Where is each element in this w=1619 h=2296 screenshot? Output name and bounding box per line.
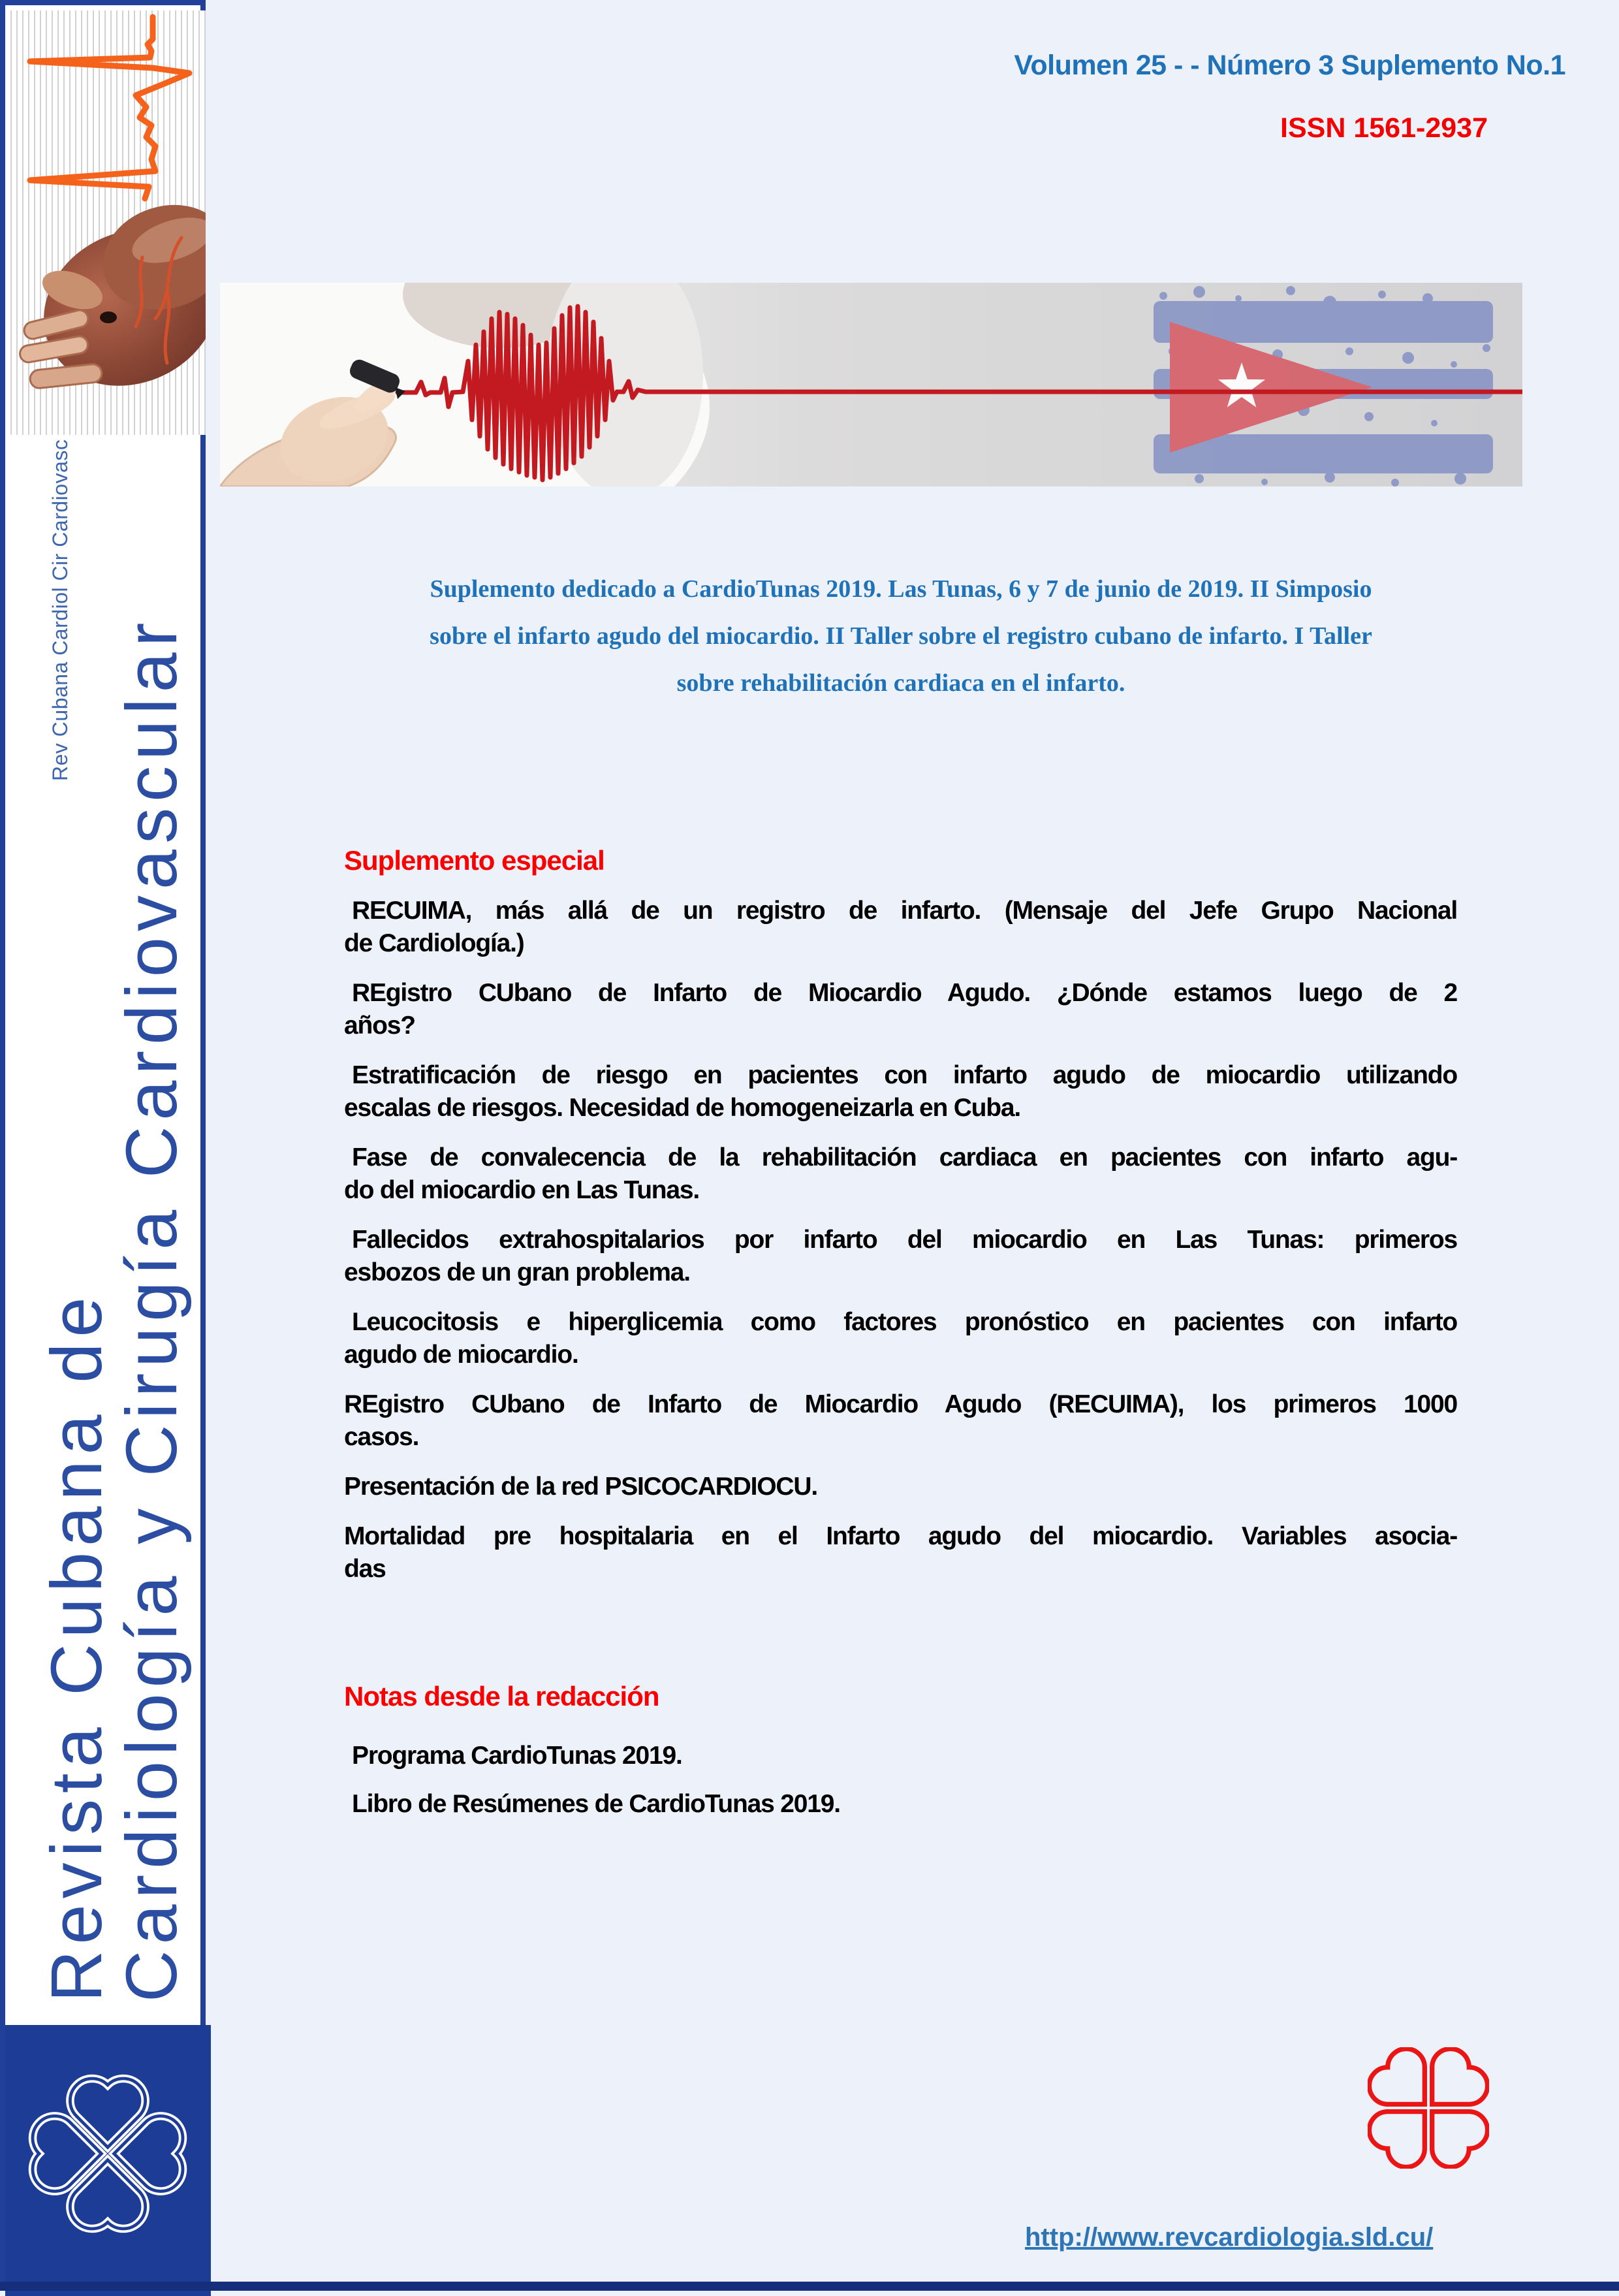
sidebar-ecg-heart-image (10, 10, 206, 435)
toc-item-line: das (344, 1555, 386, 1583)
toc-item-line: Estratificación de riesgo en pacientes con infarto agudo de miocardio utilizando (352, 1061, 1457, 1089)
dedication-line: sobre el infarto agudo del miocardio. II Taller sobre el registro cubano de infarto. I Taller (430, 622, 1372, 650)
toc-item-line: agudo de miocardio. (344, 1341, 578, 1369)
toc-item[interactable] (344, 1740, 1457, 1772)
section-heading: Notas desde la redacción (344, 1681, 659, 1712)
toc-item[interactable] (344, 1141, 1457, 1207)
cover-banner (220, 283, 1522, 486)
dedication-line: Suplemento dedicado a CardioTunas 2019. Las Tunas, 6 y 7 de junio de 2019. II Simposio (430, 575, 1372, 603)
toc-item-line: REgistro CUbano de Infarto de Miocardio Agudo. ¿Dónde estamos luego de 2 (352, 979, 1457, 1007)
toc-item-line: esbozos de un gran problema. (344, 1258, 690, 1286)
toc-item[interactable] (344, 977, 1457, 1042)
toc-item-line: Fase de convalecencia de la rehabilitación cardiaca en pacientes con infarto agu- (352, 1143, 1457, 1172)
toc-item[interactable] (344, 1306, 1457, 1371)
anatomical-heart-icon (18, 189, 206, 415)
toc-item[interactable] (344, 1388, 1457, 1454)
ecg-heart-banner-icon (220, 283, 1522, 486)
journal-title-line1: Revista Cubana de (37, 1291, 117, 2002)
journal-title-vertical (39, 422, 191, 2002)
journal-sidebar (0, 0, 206, 2291)
toc-item[interactable] (344, 1520, 1457, 1586)
toc-item-line: REgistro CUbano de Infarto de Miocardio Agudo (RECUIMA), los primeros 1000 (344, 1390, 1457, 1418)
toc-item-line: años? (344, 1012, 415, 1040)
toc-item[interactable] (344, 895, 1457, 960)
section-suplemento-especial (344, 844, 1457, 1602)
section-heading: Suplemento especial (344, 845, 605, 876)
toc-item-line: Leucocitosis e hiperglicemia como factores pronóstico en pacientes con infarto (352, 1308, 1457, 1336)
toc-item-line: Programa CardioTunas 2019. (352, 1742, 682, 1770)
four-hearts-clover-icon (20, 2065, 196, 2242)
toc-item-line: de Cardiología.) (344, 929, 524, 957)
toc-item[interactable] (344, 1788, 1457, 1821)
toc-item-line: Mortalidad pre hospitalaria en el Infarto agudo del miocardio. Variables asocia- (344, 1522, 1457, 1550)
toc-item[interactable] (344, 1059, 1457, 1124)
ecg-trace-vertical-icon (10, 10, 206, 435)
toc-item[interactable] (344, 1471, 1457, 1503)
journal-url-link[interactable]: http://www.revcardiologia.sld.cu/ (1025, 2223, 1434, 2252)
toc-item-line: RECUIMA, más allá de un registro de infarto. (Mensaje del Jefe Grupo Nacional (352, 897, 1457, 925)
issn-number: ISSN 1561-2937 (1280, 112, 1488, 144)
toc-item-line: escalas de riesgos. Necesidad de homogeneizarla en Cuba. (344, 1094, 1021, 1122)
journal-abbreviation-vertical: Rev Cubana Cardiol Cir Cardiovasc (48, 439, 72, 781)
sidebar-logo-block (5, 2025, 211, 2296)
four-hearts-clover-icon (1368, 2047, 1489, 2169)
toc-item-line: Presentación de la red PSICOCARDIOCU. (344, 1473, 817, 1501)
bottom-bar (0, 2282, 1619, 2291)
volume-line: Volumen 25 - - Número 3 Suplemento No.1 (1014, 50, 1565, 81)
toc-item-line: Fallecidos extrahospitalarios por infarto del miocardio en Las Tunas: primeros (352, 1226, 1457, 1254)
cuban-flag-icon (1154, 286, 1493, 486)
toc-item[interactable] (344, 1224, 1457, 1289)
supplement-dedication (294, 566, 1508, 707)
toc-item-line: Libro de Resúmenes de CardioTunas 2019. (352, 1790, 840, 1818)
dedication-line: sobre rehabilitación cardiaca en el infarto. (676, 669, 1125, 697)
section-notas-redaccion (344, 1680, 1457, 1836)
toc-item-line: do del miocardio en Las Tunas. (344, 1176, 700, 1204)
toc-item-line: casos. (344, 1423, 419, 1451)
journal-title-line2: Cardiología y Cirugía Cardiovascular (112, 616, 192, 2002)
